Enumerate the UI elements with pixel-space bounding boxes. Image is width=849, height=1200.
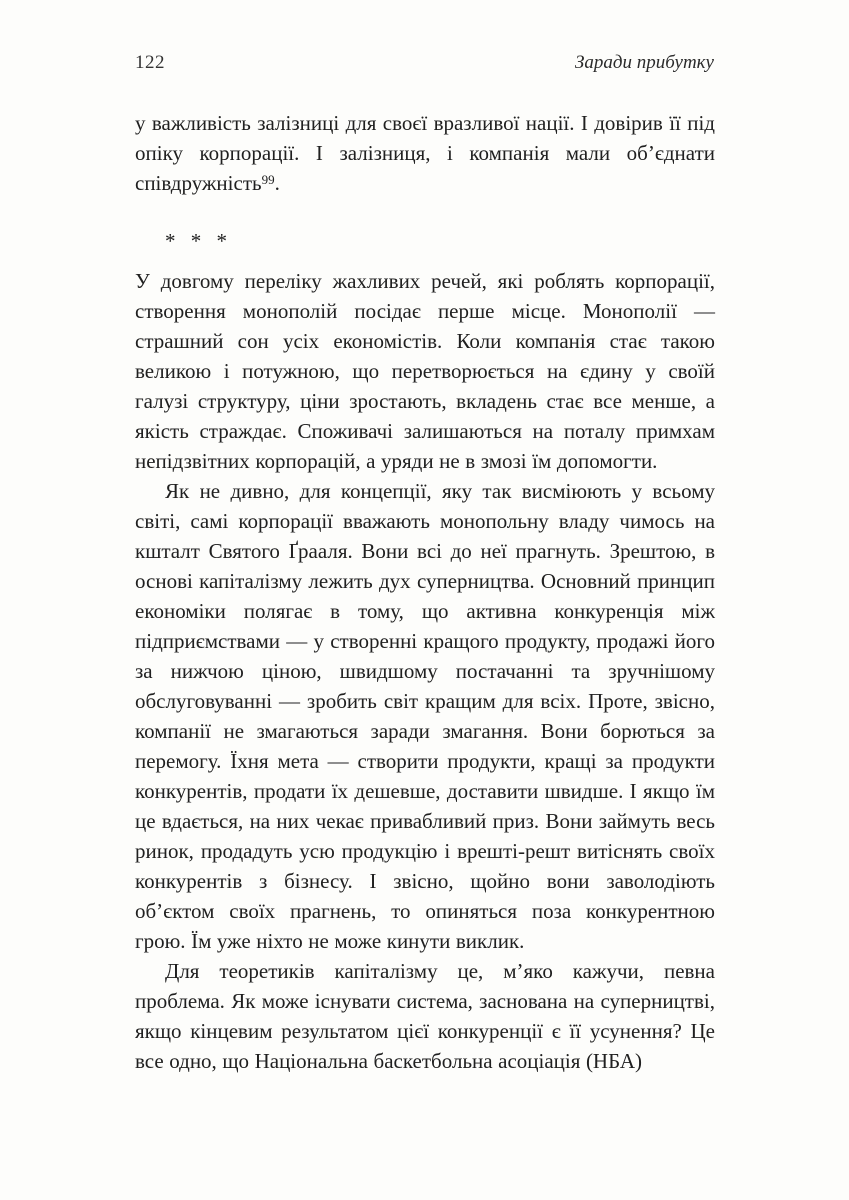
paragraph-text: у важливість залізниці для своєї вразливої нації. І довірив її під опіку корпорації. І залізниця, і компанія мали об’єднати співдружність [135, 111, 715, 195]
page-header [135, 52, 714, 74]
paragraph-monopolies: У довгому переліку жахливих речей, які роблять корпорації, створення монополій посідає перше місце. Монополії — страшний сон усіх економістів. Коли компанія стає такою великою і потужною, що перетворюється на єдину у своїй галузі структуру, ціни зростають, вкладень стає все менше, а якість страждає. Споживачі залишаються на поталу примхам непідзвітних корпорацій, а уряди не в змозі їм допомогти. [135, 269, 715, 473]
paragraph-continuation [135, 108, 715, 198]
page-body [135, 108, 715, 1076]
running-title: Заради прибутку [574, 52, 714, 73]
section-break: * * * [165, 229, 232, 253]
paragraph-text-after-footnote: . [274, 171, 280, 195]
paragraph-theorists-problem: Для теоретиків капіталізму це, м’яко кажучи, певна проблема. Як може існувати система, заснована на суперництві, якщо кінцевим результатом цієї конкуренції є її усунення? Це все одно, що Національна баскетбольна асоціація (НБА) [135, 959, 715, 1073]
paragraph-holy-grail: Як не дивно, для концепції, яку так висміюють у всьому світі, самі корпорації вважають монопольну владу чимось на кшталт Святого Ґрааля. Вони всі до неї прагнуть. Зрештою, в основі капіталізму лежить дух суперництва. Основний принцип економіки полягає в тому, що активна конкуренція між підприємствами — у створенні кращого продукту, продажі його за нижчою ціною, швидшому постачанні та зручнішому обслуговуванні — зробить світ кращим для всіх. Проте, звісно, компанії не змагаються заради змагання. Вони борються за перемогу. Їхня мета — створити продукти, кращі за продукти конкурентів, продати їх дешевше, доставити швидше. І якщо їм це вдається, на них чекає привабливий приз. Вони займуть весь ринок, продадуть усю продукцію і врешті-решт витіснять своїх конкурентів з бізнесу. І звісно, щойно вони заволодіють об’єктом своїх прагнень, то опиняться поза конкурентною грою. Їм уже ніхто не може кинути виклик. [135, 479, 715, 953]
page-number: 122 [135, 52, 165, 73]
footnote-ref: 99 [261, 172, 275, 188]
